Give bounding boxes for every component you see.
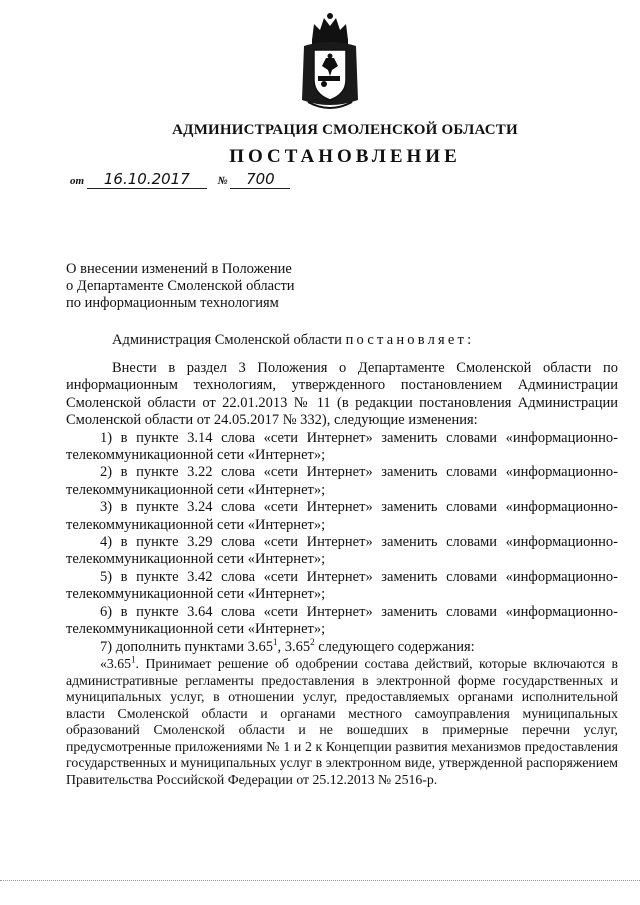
subject-block — [66, 261, 295, 312]
date-label: от — [70, 175, 85, 187]
date-value: 16.10.2017 — [87, 170, 207, 189]
coat-of-arms-emblem — [300, 10, 360, 114]
list-item-7: 7) дополнить пунктами 3.65$^1$, 3.65$^2$ следующего содержания: — [100, 636, 475, 655]
list-item: 3) в пункте 3.24 слова «сети Интернет» заменить словами «информационно-телекоммуникационной сети «Интернет»; — [66, 499, 618, 533]
document-body — [66, 360, 618, 789]
preamble-spaced: постановляет: — [345, 332, 475, 348]
number-value: 700 — [230, 170, 290, 189]
subject-line: о Департаменте Смоленской области — [66, 278, 295, 294]
date-number-line — [70, 170, 290, 189]
list-item: 2) в пункте 3.22 слова «сети Интернет» заменить словами «информационно-телекоммуникационной сети «Интернет»; — [66, 464, 618, 498]
subject-line: по информационным технологиям — [66, 295, 279, 311]
issuing-authority: АДМИНИСТРАЦИЯ СМОЛЕНСКОЙ ОБЛАСТИ — [172, 122, 518, 138]
list-item: 5) в пункте 3.42 слова «сети Интернет» заменить словами «информационно-телекоммуникационной сети «Интернет»; — [66, 568, 618, 603]
subject-line: О внесении изменений в Положение — [66, 261, 292, 277]
preamble — [112, 332, 474, 349]
quoted-clause: «3.65$^1$. Принимает решение об одобрении состава действий, которые включаются в административные регламенты предоставления в электронной форме государственных и муниципальных услуг, в отношении услуг, предоставляемых органами исполнительной власти Смоленской области и органами местного самоуправления муниципальных образований Смоленской области и не вошедших в примерные перечни услуг, предусмотренные приложениями № 1 и 2 к Концепции развития механизмов предоставления государственных и муниципальных услуг в электронном виде, утвержденной распоряжением Правительства Российской Федерации от 25.12.2013 № 2516-р. — [66, 654, 618, 788]
number-label: № — [217, 175, 228, 187]
preamble-text: Администрация Смоленской области — [112, 332, 346, 348]
body-intro: Внести в раздел 3 Положения о Департаменте Смоленской области по информационным технологиям, утвержденного постановлением Администрации Смоленской области от 22.01.2013 № 11 (в редакции постановления Администрации Смоленской области от 24.05.2017 № 332), следующие изменения: — [66, 360, 618, 429]
document-type-title: ПОСТАНОВЛЕНИЕ — [229, 146, 461, 167]
list-item: 4) в пункте 3.29 слова «сети Интернет» заменить словами «информационно-телекоммуникационной сети «Интернет»; — [66, 534, 618, 568]
list-item: 6) в пункте 3.64 слова «сети Интернет» заменить словами «информационно-телекоммуникационной сети «Интернет»; — [66, 603, 618, 638]
list-item: 1) в пункте 3.14 слова «сети Интернет» заменить словами «информационно-телекоммуникационной сети «Интернет»; — [66, 429, 618, 464]
scan-edge-line — [0, 880, 640, 881]
